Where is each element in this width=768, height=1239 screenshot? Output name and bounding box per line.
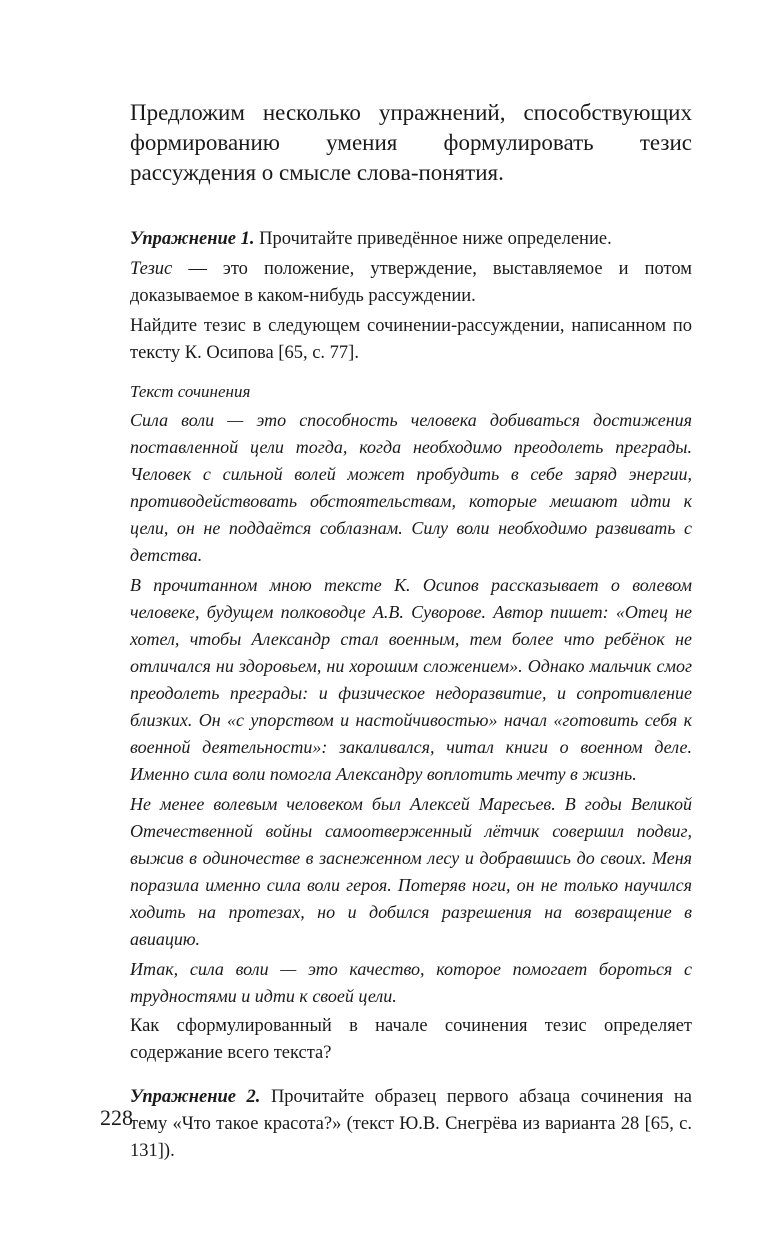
task-1: Найдите тезис в следующем сочинении-рассуждении, написанном по тексту К. Осипова [65, с. 77]. xyxy=(130,316,692,363)
essay-paragraph-4: Итак, сила воли — это качество, которое помогает бороться с трудностями и идти к своей цели. xyxy=(130,959,692,1006)
exercise-1 xyxy=(130,226,692,253)
exercise-1-label: Упражнение 1. xyxy=(130,229,255,249)
exercise-1-text: Прочитайте приведённое ниже определение. xyxy=(254,229,612,249)
definition-term: Тезис xyxy=(130,259,173,279)
page-content xyxy=(130,98,692,1168)
question-1: Как сформулированный в начале сочинения тезис определяет содержание всего текста? xyxy=(130,1016,692,1063)
exercise-2 xyxy=(130,1084,692,1165)
intro-paragraph: Предложим несколько упражнений, способствующих формированию умения формулировать тезис рассуждения о смысле слова-понятия. xyxy=(130,100,692,185)
essay-paragraph-2: В прочитанном мною тексте К. Осипов рассказывает о волевом человеке, будущем полководце А.В. Суворове. Автор пишет: «Отец не хотел, чтобы Александр стал военным, тем более что ребёнок не отличался ни здоровьем, ни хорошим сложением». Однако мальчик смог преодолеть преграды: и физическое недоразвитие, и сопротивление близких. Он «с упорством и настойчивостью» начал «готовить себя к военной деятельности»: закаливался, читал книги о военном деле. Именно сила воли помогла Александру воплотить мечту в жизнь. xyxy=(130,575,692,784)
definition-text: — это положение, утверждение, выставляемое и потом доказываемое в каком-нибудь рассуждении. xyxy=(130,259,692,306)
essay-heading: Текст сочинения xyxy=(130,382,251,401)
section-gap xyxy=(130,1070,692,1084)
essay-paragraph-1: Сила воли — это способность человека добиваться достижения поставленной цели тогда, когда необходимо преодолеть преграды. Человек с сильной волей может пробудить в себе заряд энергии, противодействовать обстоятельствам, которые мешают идти к цели, он не поддаётся соблазнам. Силу воли необходимо развивать с детства. xyxy=(130,410,692,565)
exercise-2-label: Упражнение 2. xyxy=(130,1087,261,1107)
essay-paragraph-3: Не менее волевым человеком был Алексей Маресьев. В годы Великой Отечественной войны самоотверженный лётчик совершил подвиг, выжив в одиночестве в заснеженном лесу и добравшись до своих. Меня поразила именно сила воли героя. Потеряв ноги, он не только научился ходить на протезах, но и добился разрешения на возвращение в авиацию. xyxy=(130,794,692,949)
exercise-2-text: Прочитайте образец первого абзаца сочинения на тему «Что такое красота?» (текст Ю.В. Снегрёва из варианта 28 [65, с. 131]). xyxy=(130,1087,693,1161)
page-number: 228 xyxy=(100,1105,133,1130)
definition-paragraph xyxy=(130,256,692,310)
